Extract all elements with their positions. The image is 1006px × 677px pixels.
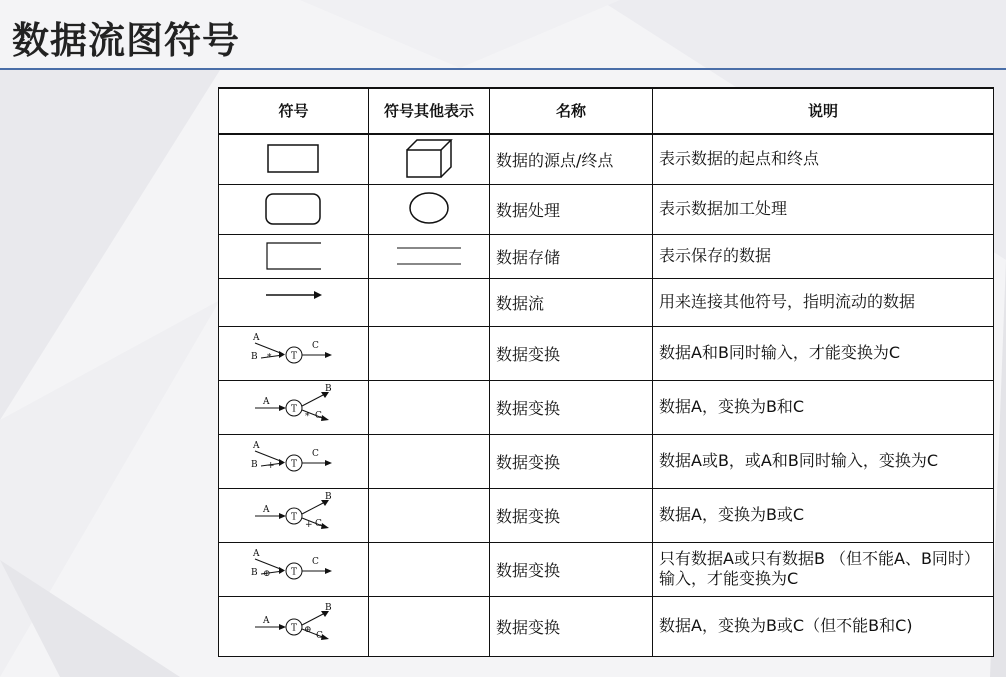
- or-split-icon: [249, 493, 339, 537]
- description-cell: 数据A，变换为B或C（但不能B和C): [653, 596, 994, 656]
- svg-text:T: T: [290, 404, 297, 415]
- description-cell: 数据A，变换为B和C: [653, 380, 994, 434]
- name-cell: 数据变换: [490, 488, 653, 542]
- svg-text:A: A: [252, 549, 259, 559]
- name-cell: 数据处理: [490, 184, 653, 234]
- symbol-cell: [219, 234, 369, 278]
- svg-text:T: T: [290, 567, 297, 578]
- svg-text:C: C: [315, 631, 323, 641]
- description-cell: 表示保存的数据: [653, 234, 994, 278]
- svg-text:A: A: [262, 616, 269, 626]
- double-line-icon: [395, 242, 463, 270]
- header-symbol: 符号: [219, 88, 369, 134]
- table-row: [219, 134, 994, 184]
- svg-text:B: B: [324, 603, 332, 613]
- symbol-cell: [219, 134, 369, 184]
- alt-symbol-cell: [369, 434, 490, 488]
- table-row: [219, 488, 994, 542]
- symbol-cell: [219, 326, 369, 380]
- xor-merge-icon: [249, 547, 339, 591]
- svg-text:B: B: [250, 568, 258, 578]
- symbol-cell: [219, 596, 369, 656]
- name-cell: 数据变换: [490, 326, 653, 380]
- symbol-cell: [219, 380, 369, 434]
- svg-text:C: C: [311, 449, 319, 459]
- svg-text:A: A: [252, 333, 259, 343]
- and-merge-icon: [249, 331, 339, 375]
- table-row: [219, 434, 994, 488]
- table-row: [219, 234, 994, 278]
- and-split-icon: [249, 385, 339, 429]
- table-row: [219, 326, 994, 380]
- alt-symbol-cell: [369, 134, 490, 184]
- svg-text:B: B: [250, 460, 258, 470]
- open-rect-icon: [265, 240, 323, 272]
- description-cell: 表示数据的起点和终点: [653, 134, 994, 184]
- name-cell: 数据变换: [490, 596, 653, 656]
- header-description: 说明: [653, 88, 994, 134]
- rect-icon: [266, 142, 322, 176]
- table-header-row: [219, 88, 994, 134]
- svg-text:T: T: [290, 623, 297, 634]
- description-cell: 表示数据加工处理: [653, 184, 994, 234]
- arrow-icon: [264, 287, 324, 317]
- xor-split-icon: [249, 604, 339, 648]
- description-cell: 数据A，变换为B或C: [653, 488, 994, 542]
- alt-symbol-cell: [369, 184, 490, 234]
- svg-text:C: C: [314, 519, 322, 529]
- name-cell: 数据变换: [490, 380, 653, 434]
- header-alt-symbol: 符号其他表示: [369, 88, 490, 134]
- svg-text:T: T: [290, 512, 297, 523]
- symbol-cell: [219, 434, 369, 488]
- alt-symbol-cell: [369, 596, 490, 656]
- alt-symbol-cell: [369, 380, 490, 434]
- alt-symbol-cell: [369, 542, 490, 596]
- name-cell: 数据存储: [490, 234, 653, 278]
- description-cell: 只有数据A或只有数据B （但不能A、B同时）输入，才能变换为C: [653, 542, 994, 596]
- alt-symbol-cell: [369, 234, 490, 278]
- description-cell: 用来连接其他符号，指明流动的数据: [653, 278, 994, 326]
- cube-icon: [404, 138, 454, 180]
- alt-symbol-cell: [369, 278, 490, 326]
- name-cell: 数据变换: [490, 542, 653, 596]
- name-cell: 数据流: [490, 278, 653, 326]
- title-divider: [0, 68, 1006, 70]
- name-cell: 数据变换: [490, 434, 653, 488]
- svg-text:+: +: [304, 520, 313, 530]
- svg-text:*: *: [304, 412, 309, 422]
- svg-text:⊕: ⊕: [303, 625, 312, 635]
- table-row: [219, 278, 994, 326]
- symbol-cell: [219, 184, 369, 234]
- svg-text:B: B: [324, 384, 332, 394]
- svg-text:+: +: [266, 461, 275, 471]
- name-cell: 数据的源点/终点: [490, 134, 653, 184]
- table-row: [219, 184, 994, 234]
- svg-text:C: C: [311, 341, 319, 351]
- dfd-symbol-table: [218, 87, 994, 657]
- symbol-cell: [219, 488, 369, 542]
- table-row: [219, 596, 994, 656]
- description-cell: 数据A和B同时输入，才能变换为C: [653, 326, 994, 380]
- svg-text:⊕: ⊕: [262, 569, 271, 579]
- description-cell: 数据A或B，或A和B同时输入，变换为C: [653, 434, 994, 488]
- svg-text:A: A: [252, 441, 259, 451]
- svg-text:A: A: [262, 505, 269, 515]
- or-merge-icon: [249, 439, 339, 483]
- rounded-rect-icon: [264, 191, 324, 227]
- page-title: 数据流图符号: [12, 19, 240, 62]
- header-name: 名称: [490, 88, 653, 134]
- svg-text:B: B: [250, 352, 258, 362]
- svg-text:B: B: [324, 492, 332, 502]
- svg-text:C: C: [311, 557, 319, 567]
- svg-text:*: *: [266, 353, 271, 363]
- svg-text:C: C: [314, 411, 322, 421]
- symbol-cell: [219, 542, 369, 596]
- svg-text:A: A: [262, 397, 269, 407]
- table-row: [219, 380, 994, 434]
- alt-symbol-cell: [369, 488, 490, 542]
- table-row: [219, 542, 994, 596]
- svg-text:T: T: [290, 351, 297, 362]
- svg-text:T: T: [290, 459, 297, 470]
- symbol-cell: [219, 278, 369, 326]
- alt-symbol-cell: [369, 326, 490, 380]
- circle-icon: [407, 191, 451, 227]
